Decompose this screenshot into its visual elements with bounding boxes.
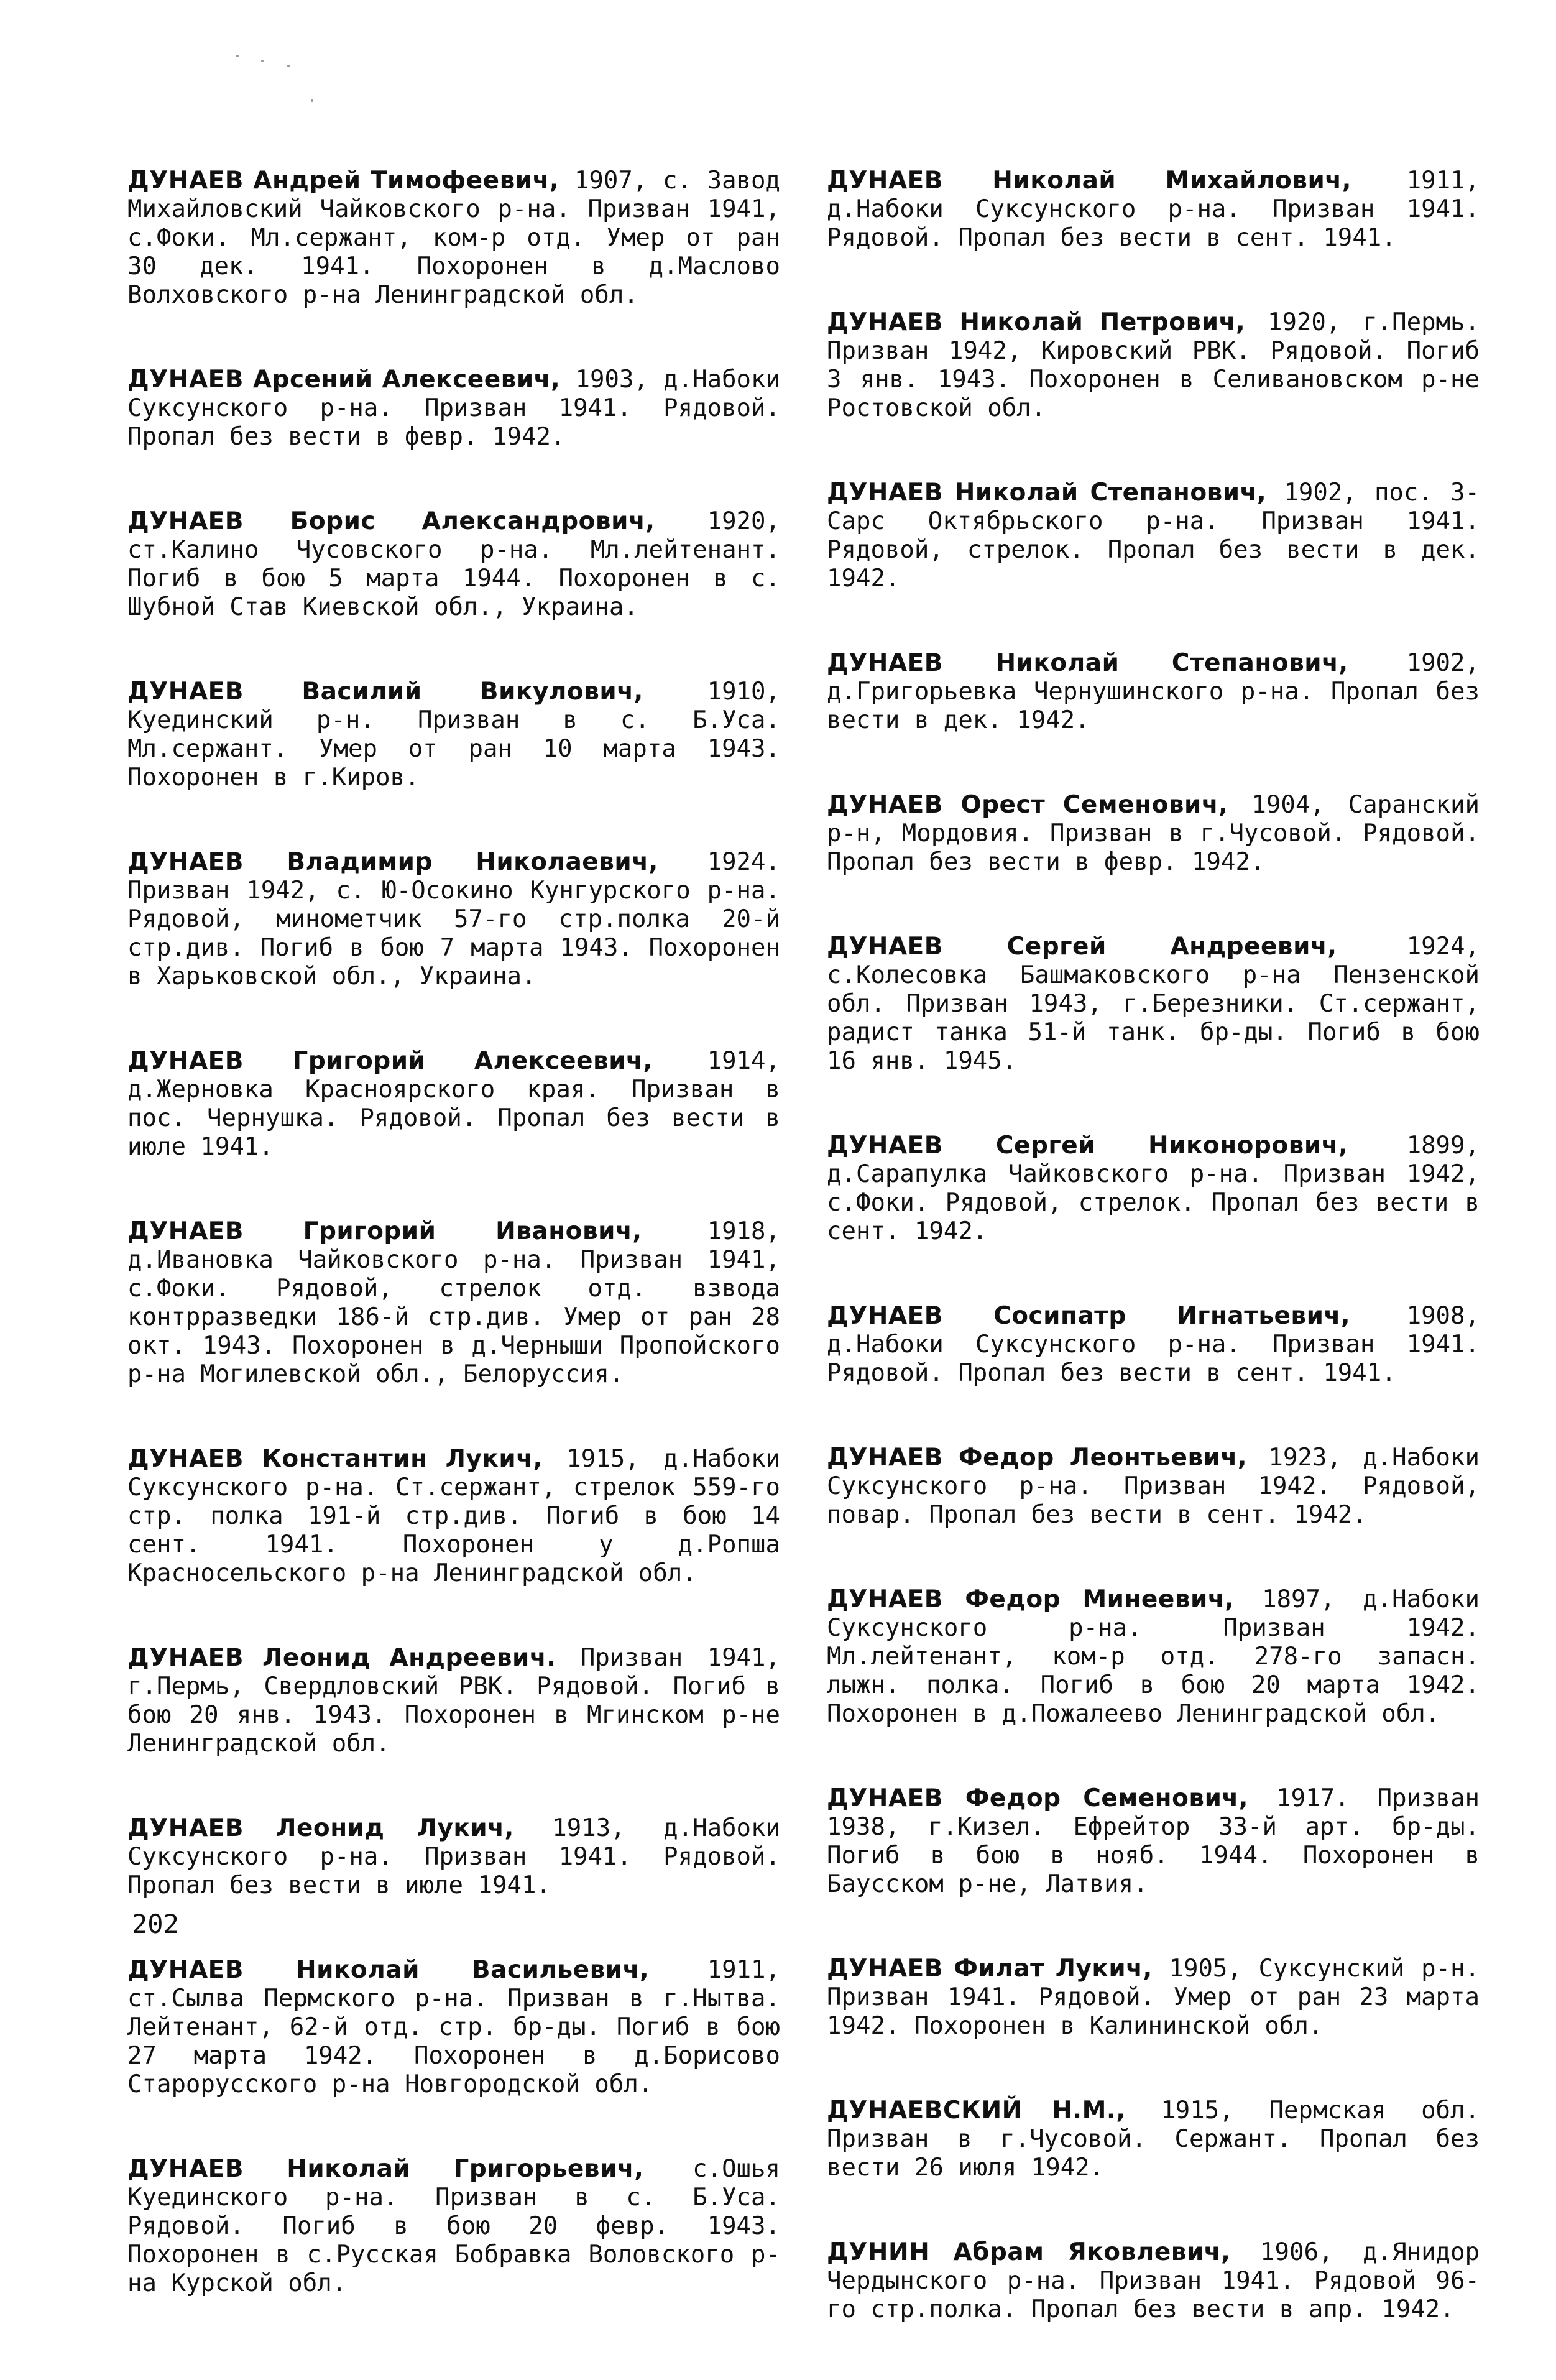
entry-text: 1908, д.Набоки Суксунского р-на. Призван 1941. Рядовой. Пропал без вести в сент. 1941. (827, 1302, 1480, 1387)
entry (827, 2238, 1480, 2324)
entry-name: ДУНАЕВ Сергей Никонорович, (827, 1132, 1348, 1160)
entry (827, 308, 1480, 423)
entry-name: ДУНАЕВ Федор Минеевич, (827, 1585, 1235, 1613)
entry-text: 1899, д.Сарапулка Чайковского р-на. Призван 1942, с.Фоки. Рядовой, стрелок. Пропал без вести в сент. 1942. (827, 1132, 1480, 1245)
entry-name: ДУНАЕВ Федор Леонтьевич, (827, 1444, 1248, 1472)
entry-text: 1915, д.Набоки Суксунского р-на. Ст.сержант, стрелок 559-го стр. полка 191-й стр.див. Погиб в бою 14 сент. 1941. Похоронен у д.Ропша Красносельского р-на Ленинградской обл. (127, 1445, 780, 1587)
entry (127, 366, 780, 451)
entry (127, 2155, 780, 2298)
entry (127, 1445, 780, 1588)
entry (827, 1132, 1480, 1246)
entry-text: 1902, пос. 3-Сарс Октябрьского р-на. Призван 1941. Рядовой, стрелок. Пропал без вести в дек. 1942. (827, 479, 1480, 593)
entry-name: ДУНАЕВ Владимир Николаевич, (127, 848, 658, 876)
entry-name: ДУНАЕВ Николай Степанович, (827, 479, 1267, 507)
entry-name: ДУНАЕВ Леонид Лукич, (127, 1814, 514, 1842)
entry-text: 1923, д.Набоки Суксунского р-на. Призван 1942. Рядовой, повар. Пропал без вести в сент. 1942. (827, 1444, 1480, 1529)
entry-text: 1905, Суксунский р-н. Призван 1941. Рядовой. Умер от ран 23 марта 1942. Похоронен в Калининской обл. (827, 1955, 1480, 2040)
entry (127, 1644, 780, 1758)
entry-name: ДУНАЕВ Федор Семенович, (827, 1784, 1248, 1812)
entry-text: Призван 1941, г.Пермь, Свердловский РВК. Рядовой. Погиб в бою 20 янв. 1943. Похоронен в Мгинском р-не Ленинградской обл. (127, 1644, 780, 1758)
entry (827, 1585, 1480, 1728)
entry (127, 1956, 780, 2099)
entry-text: 1914, д.Жерновка Красноярского края. Призван в пос. Чернушка. Рядовой. Пропал без вести в июле 1941. (127, 1047, 780, 1161)
entry-name: ДУНИН Абрам Яковлевич, (827, 2238, 1231, 2266)
entry-name: ДУНАЕВ Арсений Алексеевич, (127, 366, 561, 394)
scan-speck (261, 60, 264, 62)
scan-speck (311, 99, 313, 102)
entry-name: ДУНАЕВ Григорий Алексеевич, (127, 1047, 653, 1075)
entry-name: ДУНАЕВ Борис Александрович, (127, 507, 655, 535)
entry (827, 791, 1480, 877)
entry-text: 1915, Пермская обл. Призван в г.Чусовой. Сержант. Пропал без вести 26 июля 1942. (827, 2096, 1480, 2182)
entry-name: ДУНАЕВ Николай Михайлович, (827, 167, 1351, 195)
entry-name: ДУНАЕВ Орест Семенович, (827, 791, 1228, 819)
left-column (127, 167, 780, 2354)
entry-text: 1913, д.Набоки Суксунского р-на. Призван 1941. Рядовой. Пропал без вести в июле 1941. (127, 1814, 780, 1899)
entry-name: ДУНАЕВСКИЙ Н.М., (827, 2096, 1126, 2124)
entry-name: ДУНАЕВ Филат Лукич, (827, 1955, 1153, 1983)
entry-name: ДУНАЕВ Константин Лукич, (127, 1445, 543, 1473)
entry-name: ДУНАЕВ Николай Петрович, (827, 308, 1246, 336)
entry-text: 1924, с.Колесовка Башмаковского р-на Пензенской обл. Призван 1943, г.Березники. Ст.сержант, радист танка 51-й танк. бр-ды. Погиб в бою 16 янв. 1945. (827, 933, 1480, 1075)
entry (827, 1955, 1480, 2041)
entry-name: ДУНАЕВ Николай Степанович, (827, 649, 1348, 677)
right-column (827, 167, 1480, 2380)
entry-text: 1902, д.Григорьевка Чернушинского р-на. Пропал без вести в дек. 1942. (827, 649, 1480, 734)
entry (127, 1217, 780, 1389)
entry (827, 2096, 1480, 2182)
entry (127, 848, 780, 991)
entry-text: 1910, Куединский р-н. Призван в с. Б.Уса. Мл.сержант. Умер от ран 10 марта 1943. Похоронен в г.Киров. (127, 678, 780, 791)
entry-name: ДУНАЕВ Николай Васильевич, (127, 1956, 650, 1984)
entry-text: 1920, г.Пермь. Призван 1942, Кировский РВК. Рядовой. Погиб 3 янв. 1943. Похоронен в Селивановском р-не Ростовской обл. (827, 308, 1480, 422)
entry-text: 1911, д.Набоки Суксунского р-на. Призван 1941. Рядовой. Пропал без вести в сент. 1941. (827, 167, 1480, 252)
entry-text: 1917. Призван 1938, г.Кизел. Ефрейтор 33-й арт. бр-ды. Погиб в бою в нояб. 1944. Похоронен в Баусском р-не, Латвия. (827, 1784, 1480, 1898)
page-number: 202 (132, 1909, 179, 1939)
entry-name: ДУНАЕВ Сосипатр Игнатьевич, (827, 1302, 1351, 1330)
entry (127, 167, 780, 310)
entry-text: с.Ошья Куединского р-на. Призван в с. Б.Уса. Рядовой. Погиб в бою 20 февр. 1943. Похоронен в с.Русская Бобравка Воловского р-на Курской обл. (127, 2155, 780, 2297)
entry-name: ДУНАЕВ Григорий Иванович, (127, 1217, 642, 1245)
entry (827, 1444, 1480, 1529)
entry-text: 1918, д.Ивановка Чайковского р-на. Призван 1941, с.Фоки. Рядовой, стрелок отд. взвода контрразведки 186-й стр.див. Умер от ран 28 окт. 1943. Похоронен в д.Черныши Пропойского р-на Могилевской обл., Белоруссия. (127, 1217, 780, 1388)
entry (827, 167, 1480, 252)
entry-name: ДУНАЕВ Андрей Тимофеевич, (127, 167, 559, 195)
entry-text: 1906, д.Янидор Чердынского р-на. Призван 1941. Рядовой 96-го стр.полка. Пропал без вести в апр. 1942. (827, 2238, 1480, 2323)
scan-speck (236, 55, 239, 57)
scan-speck (287, 65, 290, 67)
entry-name: ДУНАЕВ Сергей Андреевич, (827, 933, 1337, 961)
entry (827, 933, 1480, 1076)
entry-text: 1911, ст.Сылва Пермского р-на. Призван в г.Нытва. Лейтенант, 62-й отд. стр. бр-ды. Погиб в бою 27 марта 1942. Похоронен в д.Борисово Старорусского р-на Новгородской обл. (127, 1956, 780, 2098)
entry-text: 1907, с. Завод Михайловский Чайковского р-на. Призван 1941, с.Фоки. Мл.сержант, ком-р отд. Умер от ран 30 дек. 1941. Похоронен в д.Маслово Волховского р-на Ленинградской обл. (127, 167, 780, 309)
entry (827, 1302, 1480, 1388)
entry (827, 1784, 1480, 1899)
entry-name: ДУНАЕВ Николай Григорьевич, (127, 2155, 644, 2183)
entry (827, 649, 1480, 735)
entry (127, 507, 780, 622)
entry (827, 479, 1480, 593)
entry (127, 1047, 780, 1161)
entry-name: ДУНАЕВ Василий Викулович, (127, 678, 643, 706)
entry-text: 1897, д.Набоки Суксунского р-на. Призван 1942. Мл.лейтенант, ком-р отд. 278-го запасн. лыжн. полка. Погиб в бою 20 марта 1942. Похоронен в д.Пожалеево Ленинградской обл. (827, 1585, 1480, 1728)
entry (127, 1814, 780, 1900)
entry-text: 1920, ст.Калино Чусовского р-на. Мл.лейтенант. Погиб в бою 5 марта 1944. Похоронен в с. Шубной Став Киевской обл., Украина. (127, 507, 780, 621)
entry-name: ДУНАЕВ Леонид Андреевич. (127, 1644, 556, 1672)
entry-text: 1924. Призван 1942, с. Ю-Осокино Кунгурского р-на. Рядовой, минометчик 57-го стр.полка 20-й стр.див. Погиб в бою 7 марта 1943. Похоронен в Харьковской обл., Украина. (127, 848, 780, 990)
entry (127, 678, 780, 792)
entry-text: 1904, Саранский р-н, Мордовия. Призван в г.Чусовой. Рядовой. Пропал без вести в февр. 1942. (827, 791, 1480, 876)
entry-text: 1903, д.Набоки Суксунского р-на. Призван 1941. Рядовой. Пропал без вести в февр. 1942. (127, 366, 780, 451)
